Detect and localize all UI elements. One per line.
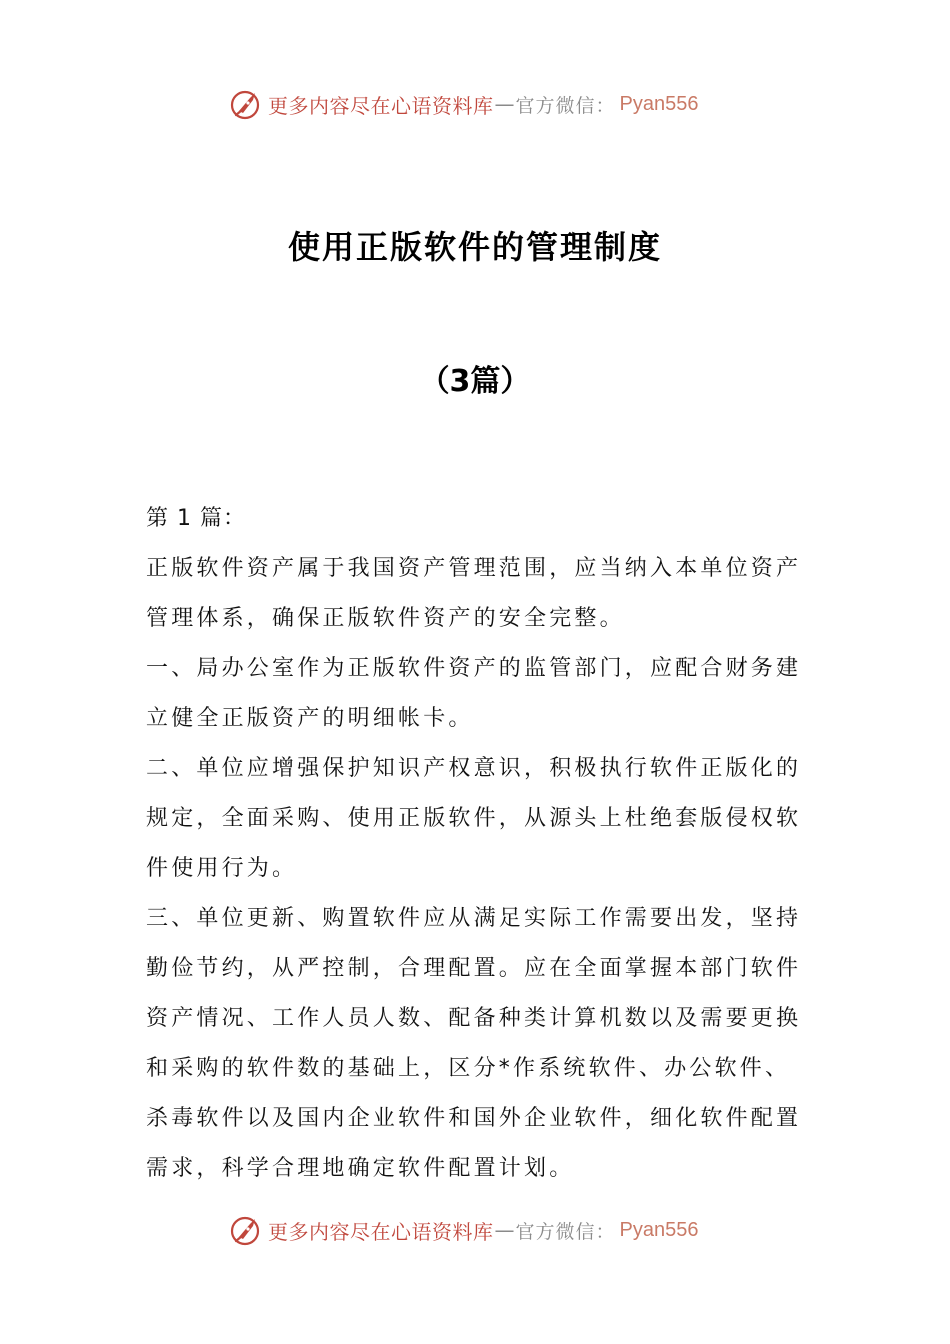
banner-dash: —: [494, 92, 515, 116]
banner-official-text: 官方微信：: [515, 94, 616, 117]
pen-nib-circle-icon: [228, 86, 264, 122]
document-title: 使用正版软件的管理制度: [287, 228, 662, 266]
paragraph-item-1: 一、局办公室作为正版软件资产的监管部门，应配合财务建立健全正版资产的明细帐卡。: [146, 656, 802, 731]
paragraph-intro: 正版软件资产属于我国资产管理范围，应当纳入本单位资产管理体系，确保正版软件资产的安全完整。: [146, 556, 802, 631]
paragraph-item-3: 三、单位更新、购置软件应从满足实际工作需要出发，坚持勤俭节约，从严控制，合理配置。应在全面掌握本部门软件资产情况、工作人员人数、配备种类计算机数以及需要更换和采购的软件数的基础上，区分*作系统软件、办公软件、杀毒软件以及国内企业软件和国外企业软件，细化软件配置需求，科学合理地确定软件配置计划。: [146, 906, 802, 1181]
document-body: [146, 494, 810, 1194]
footer-banner: [228, 1210, 698, 1250]
footer-brand-text: 更多内容尽在心语资料库: [268, 1219, 494, 1244]
header-banner: [228, 84, 698, 124]
banner-wechat-id: Pyan556: [619, 92, 699, 115]
footer-official-text: 官方微信：: [515, 1220, 616, 1243]
section-label: 第 1 篇：: [146, 506, 246, 531]
pen-nib-circle-icon: [228, 1212, 264, 1248]
document-subtitle: （3篇）: [419, 364, 531, 399]
footer-wechat-id: Pyan556: [619, 1218, 699, 1241]
banner-brand-text: 更多内容尽在心语资料库: [268, 93, 494, 118]
footer-dash: —: [494, 1218, 515, 1242]
paragraph-item-2: 二、单位应增强保护知识产权意识，积极执行软件正版化的规定，全面采购、使用正版软件，从源头上杜绝套版侵权软件使用行为。: [146, 756, 802, 881]
